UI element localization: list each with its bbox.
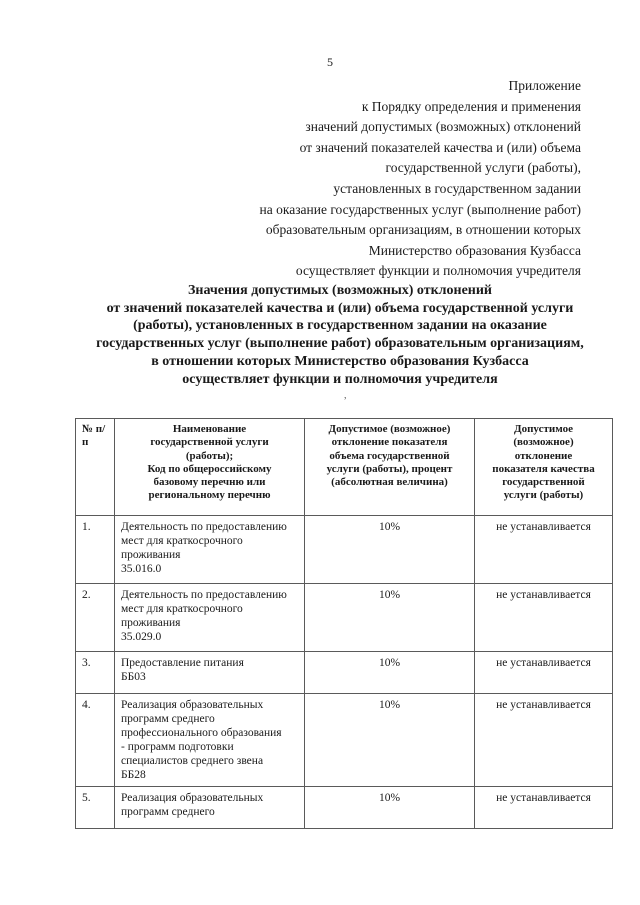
table-header-row bbox=[76, 419, 613, 516]
title-line: в отношении которых Министерство образования Кузбасса bbox=[151, 353, 529, 369]
header-line: услуги (работы) bbox=[503, 489, 584, 502]
cell-line: программ среднего bbox=[121, 806, 215, 818]
appendix-line: к Порядку определения и применения bbox=[361, 98, 581, 114]
header-line: показателя качества bbox=[492, 462, 595, 475]
table-row bbox=[76, 516, 613, 584]
row-service-name bbox=[115, 694, 305, 787]
header-line: объема государственной bbox=[329, 449, 450, 462]
cell-line: мест для краткосрочного bbox=[121, 603, 243, 615]
cell-line: мест для краткосрочного bbox=[121, 535, 243, 547]
cell-line: ББ03 bbox=[121, 671, 146, 683]
row-volume-deviation: 10% bbox=[305, 652, 475, 694]
header-volume-deviation bbox=[305, 419, 475, 516]
row-num: 5. bbox=[76, 787, 115, 829]
header-num: № п/п bbox=[76, 419, 115, 516]
appendix-line: Приложение bbox=[508, 78, 581, 93]
header-line: базовому перечню или bbox=[153, 476, 266, 489]
header-service-name bbox=[115, 419, 305, 516]
row-num: 1. bbox=[76, 516, 115, 584]
document-title bbox=[60, 282, 620, 388]
page-number: 5 bbox=[327, 55, 333, 69]
row-service-name bbox=[115, 787, 305, 829]
row-num: 3. bbox=[76, 652, 115, 694]
row-num: 2. bbox=[76, 584, 115, 652]
header-line: (возможное) bbox=[513, 436, 574, 449]
cell-line: 35.029.0 bbox=[121, 631, 162, 643]
appendix-line: образовательным организациям, в отношении которых bbox=[265, 222, 581, 238]
cell-line: профессионального образования bbox=[121, 727, 282, 739]
header-line: услуги (работы), процент bbox=[326, 462, 453, 475]
row-num: 4. bbox=[76, 694, 115, 787]
header-line: Наименование bbox=[172, 423, 247, 435]
header-line: государственной bbox=[502, 476, 585, 489]
appendix-line: от значений показателей качества и (или) объема bbox=[299, 139, 581, 155]
row-service-name bbox=[115, 516, 305, 584]
cell-line: Деятельность по предоставлению bbox=[121, 589, 287, 601]
row-quality-deviation: не устанавливается bbox=[475, 516, 613, 584]
table-row bbox=[76, 652, 613, 694]
row-volume-deviation: 10% bbox=[305, 787, 475, 829]
row-service-name bbox=[115, 652, 305, 694]
header-line: Допустимое bbox=[514, 423, 573, 435]
cell-line: 35.016.0 bbox=[121, 563, 162, 575]
appendix-line: Министерство образования Кузбасса bbox=[368, 242, 581, 258]
appendix-line: на оказание государственных услуг (выполнение работ) bbox=[259, 201, 581, 217]
header-line: (работы); bbox=[185, 449, 234, 462]
row-volume-deviation: 10% bbox=[305, 516, 475, 584]
header-quality-deviation bbox=[475, 419, 613, 516]
table-row bbox=[76, 787, 613, 829]
cell-line: ББ28 bbox=[121, 769, 146, 781]
appendix-line: установленных в государственном задании bbox=[333, 180, 581, 196]
cell-line: Реализация образовательных bbox=[121, 699, 264, 711]
header-line: отклонение bbox=[514, 449, 573, 462]
title-line: осуществляет функции и полномочия учредителя bbox=[182, 371, 498, 387]
row-quality-deviation: не устанавливается bbox=[475, 694, 613, 787]
appendix-line: осуществляет функции и полномочия учредителя bbox=[295, 263, 581, 279]
row-volume-deviation: 10% bbox=[305, 584, 475, 652]
deviations-table bbox=[75, 418, 613, 829]
cell-line: проживания bbox=[121, 549, 181, 561]
cell-line: Деятельность по предоставлению bbox=[121, 521, 287, 533]
header-line: Допустимое (возможное) bbox=[328, 423, 451, 435]
title-line: от значений показателей качества и (или) объема государственной услуги bbox=[106, 300, 574, 316]
appendix-note bbox=[221, 76, 581, 282]
title-line: Значения допустимых (возможных) отклонений bbox=[187, 283, 492, 298]
row-quality-deviation: не устанавливается bbox=[475, 652, 613, 694]
cell-line: проживания bbox=[121, 617, 181, 629]
header-line: Код по общероссийскому bbox=[147, 462, 272, 475]
row-quality-deviation: не устанавливается bbox=[475, 584, 613, 652]
cell-line: специалистов среднего звена bbox=[121, 755, 264, 767]
scan-mark: , bbox=[344, 390, 347, 401]
header-line: отклонение показателя bbox=[331, 436, 448, 449]
header-line: региональному перечню bbox=[148, 489, 271, 502]
cell-line: - программ подготовки bbox=[121, 741, 234, 753]
appendix-line: значений допустимых (возможных) отклонений bbox=[305, 119, 581, 135]
cell-line: Реализация образовательных bbox=[121, 792, 264, 804]
header-line: государственной услуги bbox=[150, 436, 269, 449]
table-row bbox=[76, 584, 613, 652]
header-line: (абсолютная величина) bbox=[331, 476, 448, 489]
title-line: (работы), установленных в государственном задании на оказание bbox=[133, 318, 547, 334]
cell-line: программ среднего bbox=[121, 713, 215, 725]
row-quality-deviation: не устанавливается bbox=[475, 787, 613, 829]
table-row bbox=[76, 694, 613, 787]
row-volume-deviation: 10% bbox=[305, 694, 475, 787]
cell-line: Предоставление питания bbox=[121, 657, 244, 669]
row-service-name bbox=[115, 584, 305, 652]
title-line: государственных услуг (выполнение работ) образовательным организациям, bbox=[96, 336, 584, 352]
appendix-line: государственной услуги (работы), bbox=[385, 160, 581, 176]
